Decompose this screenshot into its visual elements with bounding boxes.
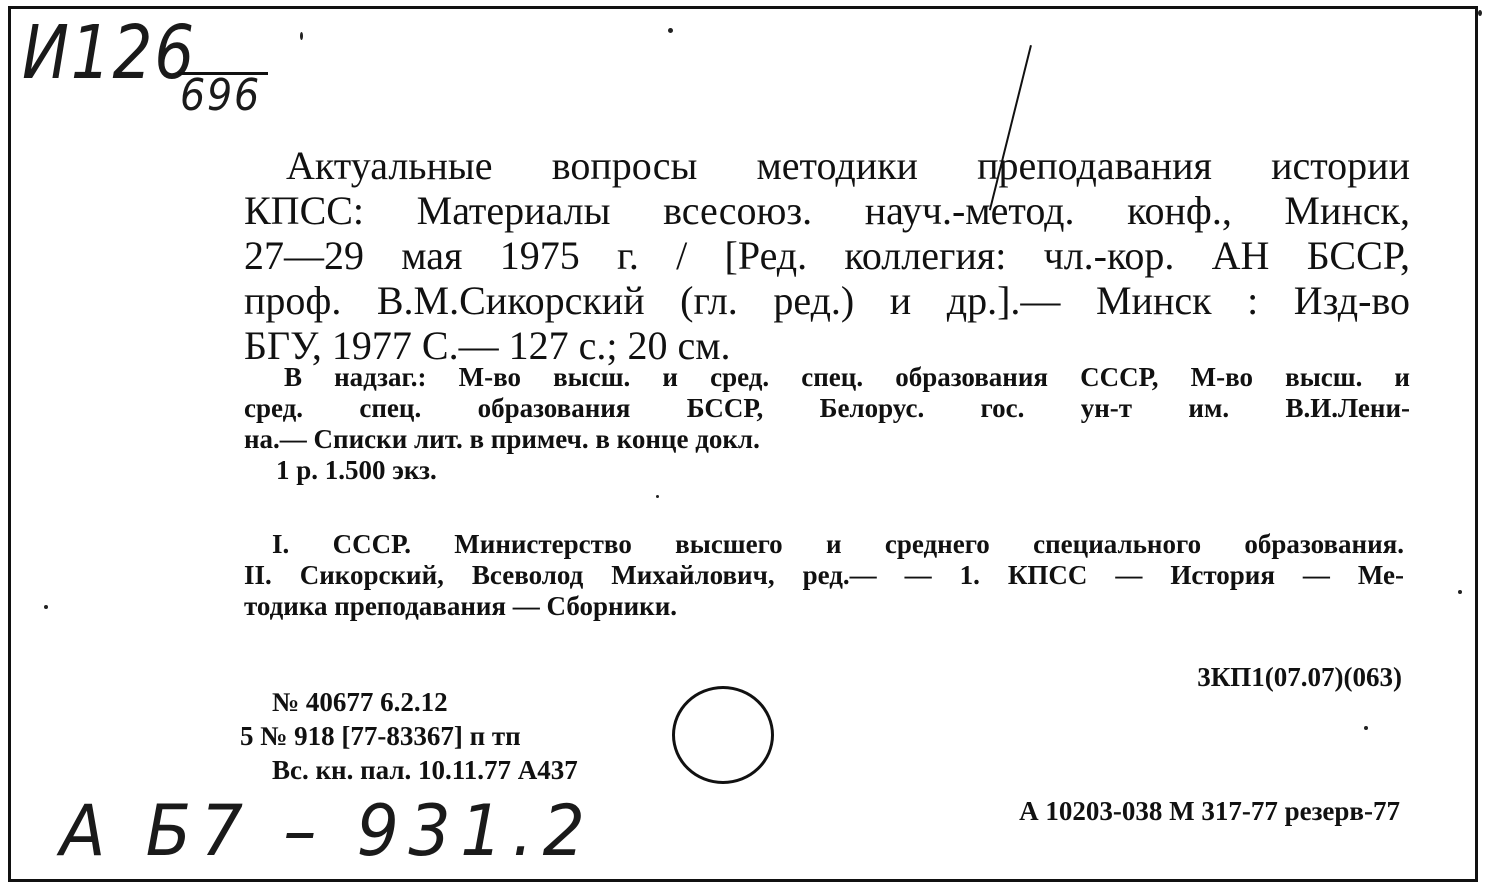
classification-code: 3КП1(07.07)(063) (1197, 662, 1402, 692)
handwritten-inventory-number: А Б7 – 931.2 (60, 790, 595, 872)
handwritten-call-number-sub: 696 (180, 70, 261, 121)
tech-line: Вс. кн. пал. 10.11.77 А437 (272, 755, 578, 785)
scan-speck (668, 28, 673, 33)
scan-speck (1458, 590, 1462, 594)
stamp-circle (672, 686, 774, 784)
notes (244, 362, 1410, 486)
index-line: А 10203-038 М 317-77 резерв-77 (1019, 796, 1400, 826)
tracing-line: II. Сикорский, Всеволод Михайлович, ред.— — 1. КПСС — История — Ме- (244, 560, 1404, 590)
title-line: 27—29 мая 1975 г. / [Ред. коллегия: чл.-кор. АН БССР, (244, 233, 1410, 278)
note-line: на.— Списки лит. в примеч. в конце докл. (244, 424, 760, 454)
scan-speck (656, 495, 659, 498)
tracing-line: I. СССР. Министерство высшего и среднего специального образования. (272, 529, 1404, 559)
scan-speck (1364, 726, 1368, 730)
tracings (244, 529, 1404, 622)
title-line: КПСС: Материалы всесоюз. науч.-метод. конф., Минск, (244, 188, 1410, 233)
tech-line: № 40677 6.2.12 (272, 687, 448, 717)
scan-speck (1478, 10, 1482, 16)
price-line: 1 р. 1.500 экз. (276, 455, 437, 485)
bibliographic-description (244, 143, 1410, 368)
scan-speck (300, 32, 303, 40)
note-line: В надзаг.: М-во высш. и сред. спец. образования СССР, М-во высш. и (284, 362, 1410, 392)
title-line: БГУ, 1977 С.— 127 с.; 20 см. (244, 323, 731, 368)
tracing-line: тодика преподавания — Сборники. (244, 591, 678, 621)
handwritten-call-number: И126 (22, 10, 196, 96)
title-line: проф. В.М.Сикорский (гл. ред.) и др.].— Минск : Изд-во (244, 278, 1410, 323)
scan-speck (44, 605, 48, 609)
note-line: сред. спец. образования БССР, Белорус. гос. ун-т им. В.И.Лени- (244, 393, 1410, 423)
title-line: Актуальные вопросы методики преподавания истории (286, 143, 1410, 188)
tech-line: 5 № 918 [77-83367] п тп (240, 721, 521, 751)
technical-data (240, 685, 578, 787)
